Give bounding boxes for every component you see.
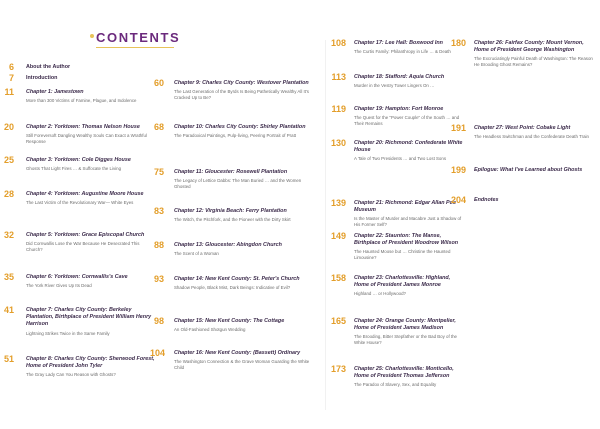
- chapter-subtitle: The Headless Switchman and the Confederate Death Train: [474, 134, 589, 140]
- chapter-subtitle: The Last Generation of the Byrds Is Being Pathetically Wealthy All It's Cracked Up to Be?: [174, 89, 309, 101]
- page-number: 173: [330, 364, 346, 374]
- chapter-title: Endnotes: [474, 197, 499, 203]
- chapter-title: Chapter 24: Orange County: Montpelier, Home of President James Madison: [354, 318, 456, 332]
- page-number: 139: [330, 198, 346, 208]
- chapter-subtitle: The Gray Lady Can You Reason with Ghosts?: [26, 372, 116, 378]
- chapter-title: Chapter 4: Yorktown: Augustine Moore House: [26, 191, 144, 197]
- page-number: 108: [330, 38, 346, 48]
- chapter-subtitle: A Tale of Two Presidents … and Two Lost Sons: [354, 156, 447, 162]
- chapter-subtitle: Still Foreversoft Dangling Wealthy Souls Can Exact a Wrathful Response: [26, 133, 147, 145]
- chapter-title: Chapter 15: New Kent County: The Cottage: [174, 318, 285, 324]
- chapter-subtitle: The Legacy of Lettice Dabbs: The Man Buried … and the Women Ghosted: [174, 178, 302, 190]
- contents-header: [96, 30, 180, 45]
- chapter-subtitle: The Witch, the Pitchfork, and the Pioneer with the Dirty Skirt: [174, 217, 291, 223]
- chapter-subtitle: The Washington Connection & the Grave Woman Guarding the White Child: [174, 359, 310, 371]
- chapter-subtitle: More than 300 Victims of Famine, Plague, and Indolence: [26, 98, 137, 104]
- chapter-subtitle: The Curtis Family: Philanthropy in Life … & Death: [354, 49, 451, 55]
- chapter-title: Chapter 5: Yorktown: Grace Episcopal Church: [26, 232, 145, 238]
- page-number: 28: [3, 189, 14, 199]
- page-number: 41: [3, 305, 14, 315]
- chapter-title: Chapter 22: Staunton: The Manse, Birthplace of President Woodrow Wilson: [354, 233, 459, 247]
- chapter-title: Chapter 23: Charlottesville: Highland, Home of President James Monroe: [354, 275, 451, 289]
- chapter-title: Epilogue: What I've Learned about Ghosts: [474, 167, 583, 173]
- page-number: 191: [450, 123, 466, 133]
- page-number: 199: [450, 165, 466, 175]
- chapter-title: About the Author: [26, 64, 71, 70]
- page-number: 149: [330, 231, 346, 241]
- page-number: 119: [331, 104, 346, 114]
- chapter-title: Introduction: [26, 75, 58, 81]
- chapter-title: Chapter 14: New Kent County: St. Peter's Church: [174, 276, 300, 282]
- title-underline: [96, 47, 174, 48]
- page-number: 75: [153, 167, 164, 177]
- page-number: 51: [3, 354, 14, 364]
- chapter-subtitle: The Last Victim of the Revolutionary War— White Eyes: [26, 200, 134, 206]
- chapter-subtitle: Murder in the Vestry Tower Lingers On …: [354, 83, 435, 89]
- chapter-title: Chapter 9: Charles City County: Westover Plantation: [174, 80, 309, 86]
- page-number: 180: [450, 38, 466, 48]
- page-number: 165: [330, 316, 346, 326]
- chapter-title: Chapter 18: Stafford: Aquia Church: [354, 74, 445, 80]
- chapter-title: Chapter 17: Lee Hall: Boxwood Inn: [354, 40, 443, 46]
- chapter-subtitle: Is the Master of Murder and Macabre Just a Shadow of His Former Self?: [354, 216, 462, 228]
- chapter-title: Chapter 20: Richmond: Confederate White House: [354, 140, 463, 154]
- chapter-subtitle: Highland … or Hollywood?: [354, 291, 406, 297]
- page-number: 20: [3, 122, 14, 132]
- chapter-title: Chapter 16: New Kent County: (Bassett) Ordinary: [174, 350, 301, 356]
- page-number: 25: [3, 155, 14, 165]
- chapter-title: Chapter 26: Fairfax County: Mount Vernon, Home of President George Washington: [474, 40, 584, 54]
- page-number: 158: [330, 273, 346, 283]
- chapter-subtitle: The York River Gives Up Its Dead: [26, 283, 92, 289]
- chapter-subtitle: The Paradoxical Paintings, Pulp-living, Peering Portrait of Pratt: [174, 133, 297, 139]
- chapter-title: Chapter 7: Charles City County: Berkeley Plantation, Birthplace of President William Henry Harrison: [26, 307, 152, 328]
- chapter-subtitle: The Scent of a Woman: [174, 251, 219, 257]
- page-number: 104: [150, 348, 166, 358]
- chapter-subtitle: Ghosts That Light Fires … & Suffocate the Living: [26, 166, 122, 172]
- title-ornament: [90, 34, 94, 38]
- page-number: 130: [330, 138, 346, 148]
- page-number: 113: [331, 72, 346, 82]
- chapter-subtitle: Lightning Strikes Twice in the Same Family: [26, 330, 110, 336]
- page-number: 32: [3, 230, 14, 240]
- chapter-title: Chapter 2: Yorktown: Thomas Nelson House: [26, 124, 140, 130]
- column-divider: [325, 40, 326, 410]
- page-number: 6: [8, 62, 14, 72]
- page-number: 68: [153, 122, 164, 132]
- page-number: 60: [153, 78, 164, 88]
- chapter-title: Chapter 13: Gloucester: Abingdon Church: [174, 242, 282, 248]
- page-number: 11: [4, 87, 14, 97]
- page-number: 83: [153, 206, 164, 216]
- chapter-title: Chapter 25: Charlottesville: Monticello, Home of President Thomas Jefferson: [354, 366, 454, 380]
- chapter-title: Chapter 3: Yorktown: Cole Digges House: [26, 157, 131, 163]
- chapter-subtitle: The Excruciatingly Painful Death of Washington: The Reason He Brooding Ghost Remains?: [474, 56, 593, 68]
- chapter-subtitle: The Haunted Moose but … Christine the Haunted Limousine?: [354, 249, 451, 261]
- page-number: 35: [3, 272, 14, 282]
- chapter-subtitle: The Brooding, Bitter Stepfather or the Bad Boy of the White House?: [354, 334, 457, 346]
- chapter-title: Chapter 10: Charles City County: Shirley Plantation: [174, 124, 306, 130]
- chapter-title: Chapter 1: Jamestown: [26, 89, 84, 95]
- chapter-subtitle: Shadow People, Black Mist, Dark Beings: Indicative of Evil?: [174, 285, 291, 291]
- chapter-title: Chapter 8: Charles City County: Sherwood Forest, Home of President John Tyler: [26, 356, 155, 370]
- page-number: 7: [8, 73, 14, 83]
- chapter-title: Chapter 12: Virginia Beach: Ferry Plantation: [174, 208, 287, 214]
- chapter-subtitle: The Quest for the "Power Couple" of the South … and Their Remains: [354, 115, 460, 127]
- page-number: 88: [153, 240, 164, 250]
- chapter-subtitle: Did Cornwallis Lose the War Because He Desecrated This Church?: [26, 241, 140, 253]
- chapter-title: Chapter 27: West Point: Cobake Light: [474, 125, 571, 131]
- chapter-title: Chapter 19: Hampton: Fort Monroe: [354, 106, 444, 112]
- chapter-subtitle: The Paradox of Slavery, Sex, and Equality: [354, 382, 437, 388]
- chapter-title: Chapter 21: Richmond: Edgar Allan Poe Museum: [354, 200, 456, 214]
- chapter-title: Chapter 6: Yorktown: Cornwallis's Cave: [26, 274, 128, 280]
- page-number: 98: [153, 316, 164, 326]
- chapter-title: Chapter 11: Gloucester: Rosewell Plantation: [174, 169, 288, 175]
- page-number: 204: [450, 195, 466, 205]
- page-number: 93: [153, 274, 164, 284]
- page-title: CONTENTS: [96, 30, 181, 45]
- chapter-subtitle: An Old-Fashioned Shotgun Wedding: [174, 327, 246, 333]
